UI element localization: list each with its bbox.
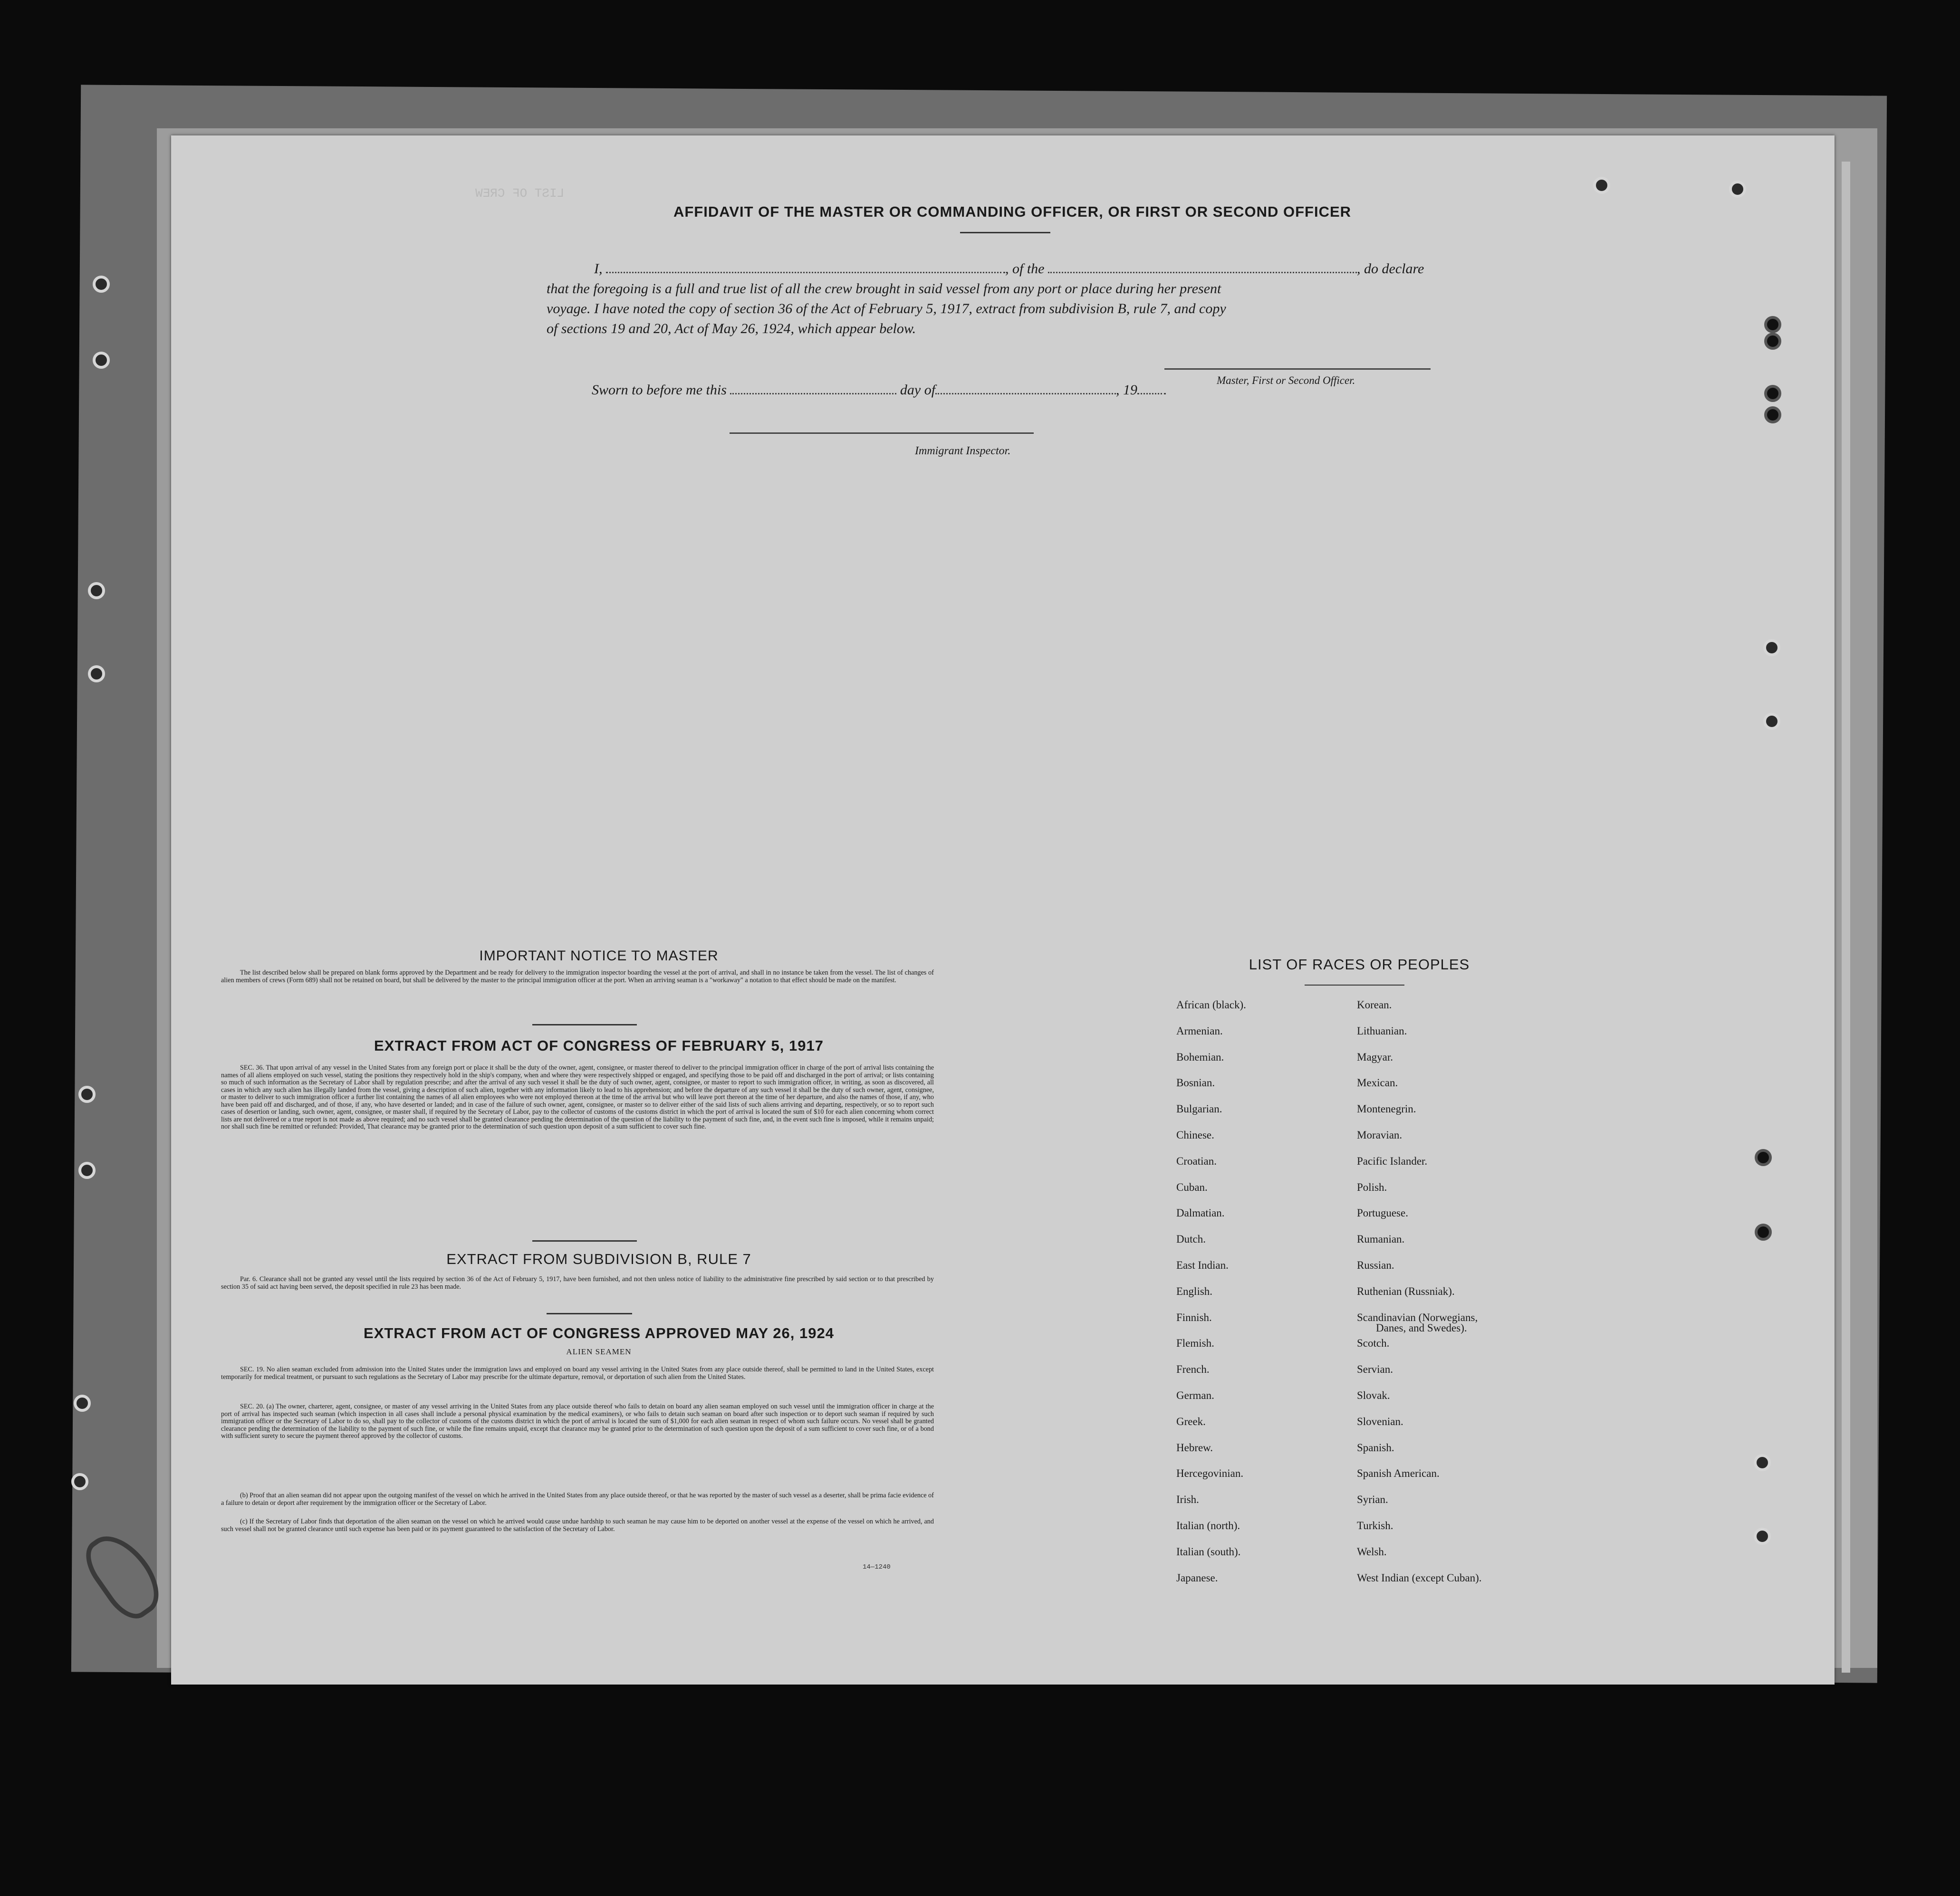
affidavit-i: I,: [594, 261, 603, 277]
extract-1917-body: SEC. 36. That upon arrival of any vessel in the United States from any foreign port or place it shall be the duty of the owner, agent, consignee, or master thereof to deliver to the principal immigration officer in charge of the port of arrival lists containing the names of all aliens employed on such vessel, stating the positions they respectively hold in the ship's company, when and where they were respectively shipped or engaged, and specifying those to be paid off and discharged in the port of arrival; or lists containing so much of such information as the Secretary of Labor shall by regulation prescribe; and after the arrival of any such vessel it shall be the duty of such owner, agent, consignee, or master to report to such immigration officer, in writing, as soon as discovered, all cases in which any such alien has illegally landed from the vessel, giving a description of such alien, together with any information likely to lead to his apprehension; and before the departure of any such vessel it shall be the duty of such owner, agent, consignee, or master to deliver to such immigration officer a further list containing the names of all alien employees who were not employed thereon at the time of the arrival but who will leave port thereon at the time of her departure, and also the names of those, if any, who have been paid off and discharged, and of those, if any, who have deserted or landed; and in case of the failure of such owner, agent, consignee, or master so to deliver either of the said lists of such aliens arriving and departing, respectively, or so to report such cases of desertion or landing, such owner, agent, consignee, or master shall, if required by the Secretary of Labor, pay to the collector of customs of the customs district in which the port of arrival is located the sum of $10 for each alien concerning whom correct lists are not delivered or a true report is not made as above required; and no such vessel shall be granted clearance pending the determination of the question of the liability to the payment of such fine, and, in the event such fine is imposed, while it remains unpaid; nor shall such fine be remitted or refunded: Provided, That clearance may be granted prior to the determination of such question upon deposit of a sum sufficient to cover such fine.: [221, 1064, 934, 1130]
binder-hole-icon: [78, 1162, 96, 1179]
race-item: Polish.: [1357, 1181, 1387, 1193]
race-item: Cuban.: [1176, 1181, 1208, 1193]
inspector-label: Immigrant Inspector.: [915, 445, 1011, 457]
extract-1924-title: EXTRACT FROM ACT OF CONGRESS APPROVED MAY 26, 1924: [364, 1325, 834, 1341]
races-left-column: [1176, 999, 1366, 1598]
binder-hole-icon: [1593, 177, 1610, 194]
binder-hole-icon: [1764, 406, 1781, 423]
race-item: Portuguese.: [1357, 1207, 1408, 1219]
binder-hole-icon: [1764, 385, 1781, 402]
race-item: Montenegrin.: [1357, 1103, 1416, 1115]
race-item: Irish.: [1176, 1494, 1199, 1506]
race-item: Flemish.: [1176, 1337, 1214, 1350]
race-item: Russian.: [1357, 1259, 1394, 1271]
binder-hole-icon: [93, 276, 110, 293]
affidavit-line-3: voyage. I have noted the copy of section 36 of the Act of February 5, 1917, extract from subdivision B, rule 7, and copy: [547, 301, 1226, 316]
sworn-prefix: Sworn to before me this: [592, 382, 727, 398]
race-item: Hebrew.: [1176, 1441, 1213, 1454]
race-item: Italian (north).: [1176, 1520, 1240, 1532]
race-item: Spanish.: [1357, 1441, 1394, 1454]
extract-1917-title: EXTRACT FROM ACT OF CONGRESS OF FEBRUARY 5, 1917: [374, 1037, 824, 1054]
race-item: Slovenian.: [1357, 1415, 1403, 1427]
sworn-line: [592, 380, 1166, 400]
race-item: Japanese.: [1176, 1571, 1218, 1584]
form-number: 14—1240: [863, 1563, 891, 1571]
extract-1924-sec19: SEC. 19. No alien seaman excluded from admission into the United States under the immigration laws and employed on board any vessel arriving in the United States from any place outside thereof, shall be permitted to land in the United States, except temporarily for medical treatment, or pursuant to such regulations as the Secretary of Labor may prescribe for the ultimate departure, removal, or deportation of such alien from the United States.: [221, 1366, 934, 1381]
binder-hole-icon: [1763, 713, 1780, 730]
race-item: Rumanian.: [1357, 1233, 1405, 1245]
race-item: Scotch.: [1357, 1337, 1390, 1350]
binder-hole-icon: [74, 1395, 91, 1412]
race-item: Welsh.: [1357, 1545, 1387, 1558]
race-item: Greek.: [1176, 1415, 1206, 1427]
binder-hole-icon: [88, 582, 105, 599]
name-blank[interactable]: [606, 272, 1005, 273]
inspector-signature-line[interactable]: [730, 432, 1034, 434]
binder-hole-icon: [1755, 1224, 1772, 1241]
race-item: East Indian.: [1176, 1259, 1229, 1271]
race-item: Korean.: [1357, 999, 1392, 1011]
affidavit-of-the: , of the: [1005, 261, 1045, 277]
affidavit-title: AFFIDAVIT OF THE MASTER OR COMMANDING OFFICER, OR FIRST OR SECOND OFFICER: [673, 203, 1352, 220]
race-item: Chinese.: [1176, 1129, 1214, 1141]
binder-hole-icon: [71, 1473, 88, 1490]
extract-rule7-body: Par. 6. Clearance shall not be granted any vessel until the lists required by section 36 of the Act of February 5, 1917, have been furnished, and not then unless notice of liability to the administrative fine prescribed by said section or to that prescribed by section 35 of said act having been served, the deposit specified in rule 23 has been made.: [221, 1275, 934, 1291]
extract-1924-sec20b: (b) Proof that an alien seaman did not appear upon the outgoing manifest of the vessel on which he arrived in the United States from any place outside thereof, or that he was reported by the master of such vessel as a deserter, shall be prima facie evidence of a failure to detain or deport after requirement by the immigration officer or the Secretary of Labor.: [221, 1492, 934, 1507]
race-item: Mexican.: [1357, 1077, 1398, 1089]
page-edge-strip-2: [1842, 162, 1850, 1673]
race-item: West Indian (except Cuban).: [1357, 1571, 1482, 1584]
master-signature-line[interactable]: [1164, 368, 1431, 370]
notice-title: IMPORTANT NOTICE TO MASTER: [479, 948, 719, 964]
binder-hole-icon: [78, 1086, 96, 1103]
race-item: Moravian.: [1357, 1129, 1403, 1141]
races-title-underline: [1305, 985, 1404, 986]
race-item: Bulgarian.: [1176, 1103, 1222, 1115]
race-item: African (black).: [1176, 999, 1246, 1011]
vessel-blank[interactable]: [1048, 272, 1357, 273]
sworn-day-of: day of: [900, 382, 936, 398]
sworn-year-prefix: , 19: [1116, 382, 1138, 398]
race-item: Magyar.: [1357, 1051, 1393, 1063]
race-item: Finnish.: [1176, 1311, 1212, 1323]
sworn-day-blank[interactable]: [730, 393, 896, 394]
race-item-scandinavian-cont: Danes, and Swedes).: [1376, 1322, 1467, 1334]
race-item: Armenian.: [1176, 1025, 1223, 1037]
race-item: Spanish American.: [1357, 1467, 1440, 1480]
sworn-year-blank[interactable]: [1137, 393, 1166, 394]
race-item: Dalmatian.: [1176, 1207, 1225, 1219]
title-underline: [960, 232, 1050, 233]
binder-hole-icon: [1729, 181, 1746, 198]
race-item: Servian.: [1357, 1363, 1393, 1376]
race-item: Bosnian.: [1176, 1077, 1215, 1089]
race-item: Bohemian.: [1176, 1051, 1224, 1063]
races-title: LIST OF RACES OR PEOPLES: [1249, 956, 1470, 973]
binder-hole-icon: [1754, 1528, 1771, 1545]
affidavit-line-2: that the foregoing is a full and true list of all the crew brought in said vessel from any port or place during her present: [547, 281, 1221, 297]
race-item: Lithuanian.: [1357, 1025, 1407, 1037]
notice-body: The list described below shall be prepared on blank forms approved by the Department and be ready for delivery to the immigration inspector boarding the vessel at the port of arrival, and shall in no instance be taken from the vessel. The list of changes of alien members of crews (Form 689) shall not be retained on board, but shall be delivered by the master to the principal immigration officer at the port. When an arriving seaman is a "workaway" a notation to that effect should be made on the manifest.: [221, 969, 934, 984]
races-right-column: [1357, 999, 1595, 1598]
affidavit-line-4: of sections 19 and 20, Act of May 26, 1924, which appear below.: [547, 321, 916, 336]
race-item: Dutch.: [1176, 1233, 1206, 1245]
race-item: Turkish.: [1357, 1520, 1393, 1532]
section-divider: [547, 1313, 632, 1314]
binder-hole-icon: [88, 665, 105, 682]
race-item: Slovak.: [1357, 1389, 1390, 1401]
master-signature-label: Master, First or Second Officer.: [1217, 374, 1355, 386]
binder-hole-icon: [1755, 1149, 1772, 1166]
affidavit-line-1: [594, 259, 1464, 279]
section-divider: [532, 1240, 637, 1242]
extract-1924-sec20c: (c) If the Secretary of Labor finds that deportation of the alien seaman on the vessel on which he arrived would cause undue hardship to such seaman he may cause him to be deported on another vessel at the expense of the vessel on which he arrived, and such vessel shall not be granted clearance until such expense has been paid or its payment guaranteed to the satisfaction of the Secretary of Labor.: [221, 1518, 934, 1533]
bleed-through-header: LIST OF CREW: [475, 186, 565, 201]
alien-seamen-subtitle: ALIEN SEAMEN: [566, 1347, 632, 1356]
race-item: Croatian.: [1176, 1155, 1217, 1167]
race-item: Ruthenian (Russniak).: [1357, 1285, 1455, 1297]
affidavit-declare: , do declare: [1357, 261, 1424, 277]
extract-rule7-title: EXTRACT FROM SUBDIVISION B, RULE 7: [446, 1251, 751, 1267]
binder-hole-icon: [1764, 316, 1781, 333]
binder-hole-icon: [1764, 333, 1781, 350]
race-item: French.: [1176, 1363, 1210, 1376]
race-item: Pacific Islander.: [1357, 1155, 1428, 1167]
section-divider: [532, 1024, 637, 1025]
extract-1924-sec20a: SEC. 20. (a) The owner, charterer, agent, consignee, or master of any vessel arriving in the United States from any place outside thereof who fails to detain on board any alien seaman employed on such vessel until the immigration officer in charge at the port of arrival has inspected such seaman (which inspection in all cases shall include a personal physical examination by the medical examiners), or who fails to detain such seaman on board after such inspection or to deport such seaman if required by such immigration officer or the Secretary of Labor to do so, shall pay to the collector of customs of the customs district in which the port of arrival is located the sum of $1,000 for each alien seaman in respect of whom such failure occurs. No vessel shall be granted clearance pending the determination of the liability to the payment of such fine, or while the fine remains unpaid, except that clearance may be granted prior to the determination of such question upon the deposit of a sum sufficient to cover such fine, or of a bond with sufficient surety to secure the payment thereof approved by the collector of customs.: [221, 1403, 934, 1440]
sworn-month-blank[interactable]: [935, 393, 1116, 394]
race-item: Syrian.: [1357, 1494, 1388, 1506]
race-item: German.: [1176, 1389, 1214, 1401]
binder-hole-icon: [1763, 639, 1780, 656]
binder-hole-icon: [1754, 1454, 1771, 1471]
binder-hole-icon: [93, 352, 110, 369]
race-item: Scandinavian (Norwegians,: [1357, 1311, 1478, 1323]
race-item: Italian (south).: [1176, 1545, 1241, 1558]
race-item: Hercegovinian.: [1176, 1467, 1244, 1480]
race-item: English.: [1176, 1285, 1213, 1297]
